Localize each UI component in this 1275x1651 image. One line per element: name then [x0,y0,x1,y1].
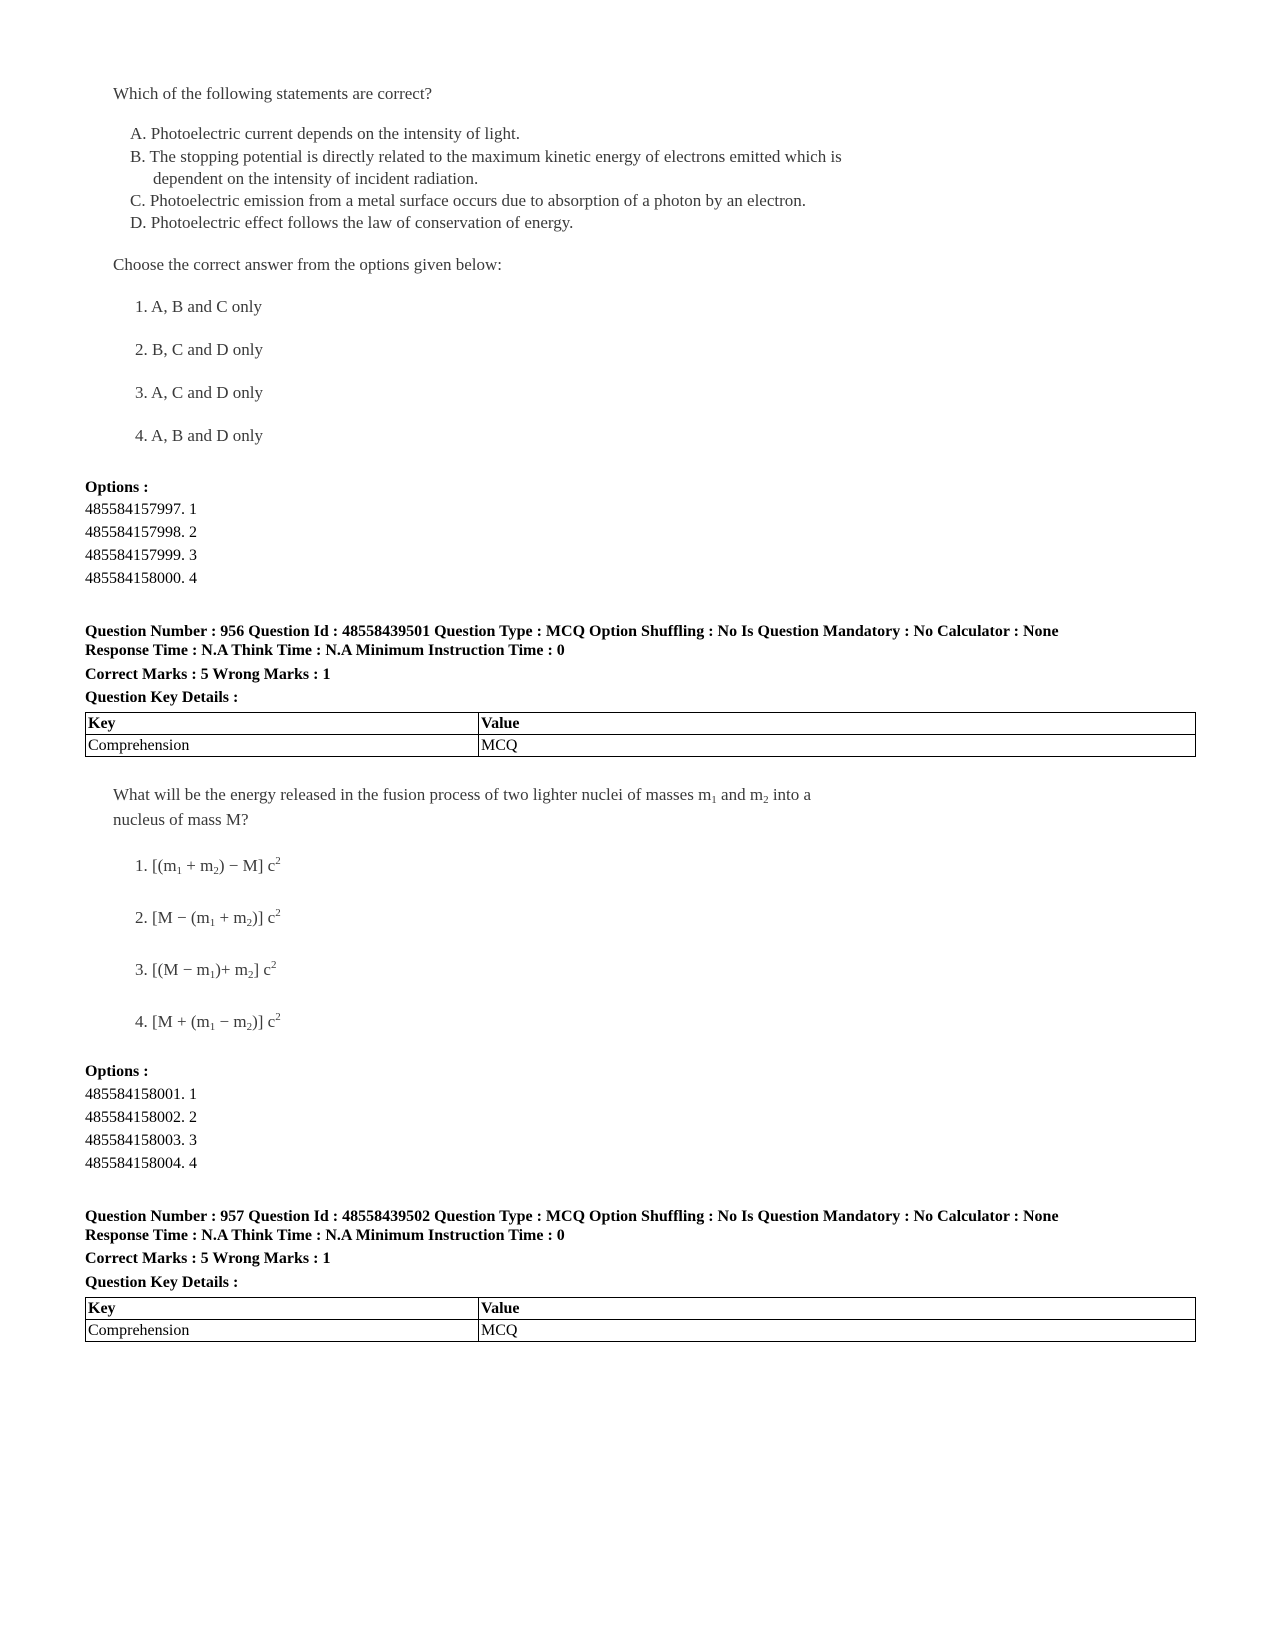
statement-label: B. [130,147,146,166]
answer-choice-1: 1. $[(m_1 + m_2) - M]$ $c^2$ [135,855,281,877]
question-meta-line: Response Time : N.A Think Time : N.A Minimum Instruction Time : 0 [85,642,565,659]
answer-choice-3: 3. $[(M - m_1)+ m_2]$ $c^2$ [135,959,277,981]
answer-choice: 2. B, C and D only [135,340,263,359]
statement-d [130,213,573,233]
answer-choice-4: 4. $[M + (m_1 - m_2)]$ $c^2$ [135,1011,281,1033]
table-row [86,1320,1196,1342]
table-cell-value: MCQ [479,735,1196,757]
statement-label: C. [130,191,146,210]
question-stem: What will be the energy released in the fusion process of two lighter nuclei of masses $m_1$ and $m_2$ into a [113,785,812,806]
answer-choice: 4. A, B and D only [135,426,263,445]
marks-line: Correct Marks : 5 Wrong Marks : 1 [85,666,331,683]
question-stem-continued: nucleus of mass M? [113,810,249,829]
option-item: 485584157999. 3 [85,547,197,564]
key-details-label: Question Key Details : [85,1274,239,1291]
question-stem: Which of the following statements are correct? [113,84,433,103]
option-item: 485584158000. 4 [85,570,197,587]
key-details-label: Question Key Details : [85,689,239,706]
statement-label: D. [130,213,147,232]
statement-text: Photoelectric current depends on the intensity of light. [150,124,520,143]
statement-text: Photoelectric effect follows the law of conservation of energy. [150,213,574,232]
answer-choice: 1. A, B and C only [135,297,263,316]
option-item: 485584157997. 1 [85,501,197,518]
table-header-row [86,713,1196,735]
marks-line: Correct Marks : 5 Wrong Marks : 1 [85,1250,331,1267]
option-item: 485584157998. 2 [85,524,197,541]
statement-b [130,147,842,167]
statement-text: Photoelectric emission from a metal surface occurs due to absorption of a photon by an electron. [149,191,807,210]
key-details-table [85,712,1196,757]
answer-choice: 3. A, C and D only [135,383,263,402]
option-item: 485584158004. 4 [85,1155,197,1172]
table-row [86,735,1196,757]
option-item: 485584158002. 2 [85,1109,197,1126]
table-header-key: Key [86,1298,479,1320]
question-meta-line: Question Number : 956 Question Id : 48558439501 Question Type : MCQ Option Shuffling : No Is Question Mandatory : No Calculator : None [85,623,1059,640]
choose-instruction: Choose the correct answer from the options given below: [113,255,503,274]
answer-choice-2: 2. $[M - (m_1 + m_2)]$ $c^2$ [135,907,281,929]
options-label: Options : [85,1063,149,1080]
table-cell-key: Comprehension [86,1320,479,1342]
table-cell-key: Comprehension [86,735,479,757]
table-header-value: Value [479,713,1196,735]
statement-text: The stopping potential is directly related to the maximum kinetic energy of electrons emitted which is [149,147,842,166]
key-details-table [85,1297,1196,1342]
option-item: 485584158001. 1 [85,1086,197,1103]
question-meta-line: Response Time : N.A Think Time : N.A Minimum Instruction Time : 0 [85,1227,565,1244]
statement-b-continued: dependent on the intensity of incident radiation. [153,169,479,188]
option-item: 485584158003. 3 [85,1132,197,1149]
question-meta-line: Question Number : 957 Question Id : 48558439502 Question Type : MCQ Option Shuffling : No Is Question Mandatory : No Calculator : None [85,1208,1059,1225]
options-label: Options : [85,479,149,496]
table-header-key: Key [86,713,479,735]
statement-a [130,124,520,144]
statement-label: A. [130,124,147,143]
table-cell-value: MCQ [479,1320,1196,1342]
table-header-row [86,1298,1196,1320]
table-header-value: Value [479,1298,1196,1320]
statement-c [130,191,806,211]
